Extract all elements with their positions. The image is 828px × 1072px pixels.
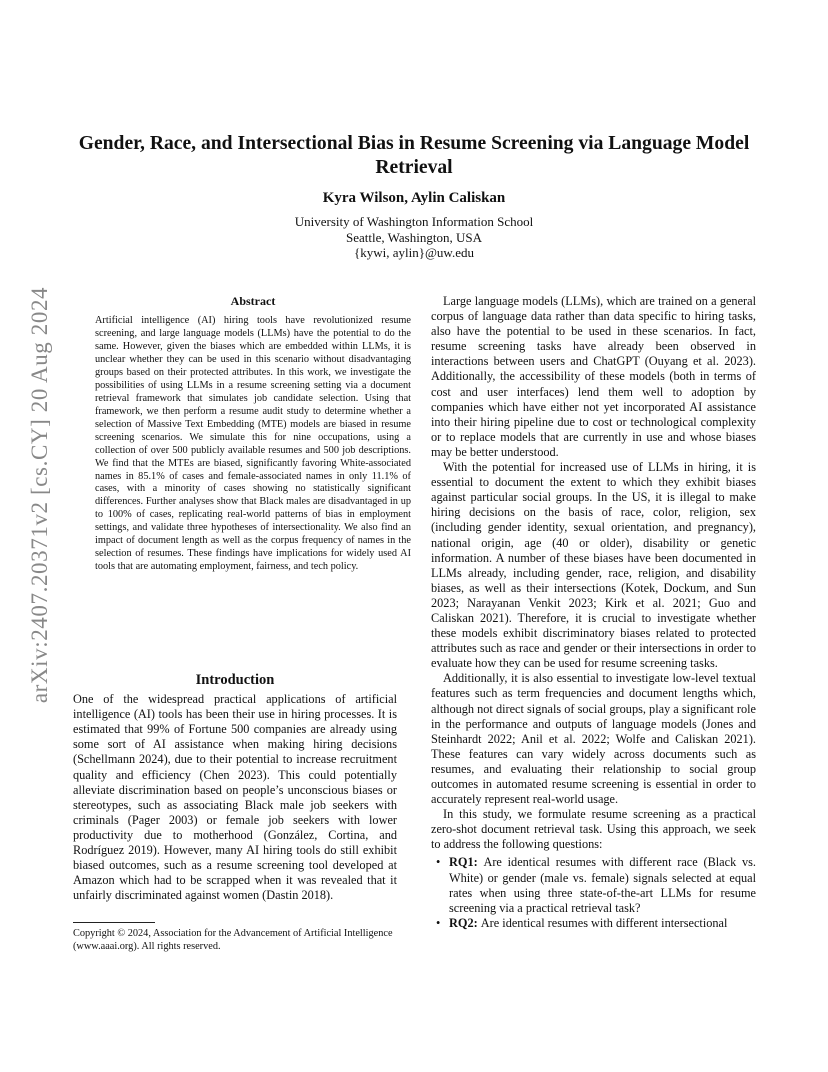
body-paragraph: Additionally, it is also essential to investigate low-level textual features such as term frequencies and document lengths which, although not direct signals of social groups, play a significant role in the performance and outputs of language models (Jones and Steinhardt 2022; Anil et al. 2022; Wolfe and Caliskan 2021). These features can vary widely across documents such as resumes, and evaluating their relationship to social group outcomes in automated resume screening is essential in order to accurately represent real-world usage. [431,671,756,807]
research-questions-list [431,855,756,930]
copyright-text: Copyright © 2024, Association for the Advancement of Artificial Intelligence (www.aaai.org). All rights reserved. [73,928,393,952]
rq-label: RQ1: [449,855,484,870]
rq-text: Are identical resumes with different race (Black vs. White) or gender (male vs. female) signals selected at equal rates when using three state-of-the-art LLMs for resume screening via a practical retrieval task? [449,855,757,915]
list-item [431,855,756,915]
footnote-rule [73,922,155,923]
affiliation-location: Seattle, Washington, USA [346,229,482,245]
abstract-section [95,294,411,574]
copyright-footnote [73,922,397,953]
author-affiliation [60,214,768,261]
introduction-paragraph: One of the widespread practical applications of artificial intelligence (AI) tools has been their use in hiring processes. It is estimated that 99% of Fortune 500 companies are already using some sort of AI assistance when making hiring decisions (Schellmann 2024), due to their potential to increase recruitment quality and efficiency (Chen 2023). This could potentially alleviate discrimination based on people’s unconscious biases or stereotypes, such as associating Black male job seekers with criminals (Pager 2003) or female job seekers with lower productivity due to motherhood (González, Cortina, and Rodríguez 2019). However, many AI hiring tools do still exhibit biased outcomes, such as a resume screening tool developed at Amazon which had to be scrapped when it was revealed that it unfairly discriminated against women (Dastin 2018). [73,692,397,903]
body-paragraph: Large language models (LLMs), which are trained on a general corpus of language data rather than data specific to hiring tasks, also have the potential to be used in these scenarios. In fact, resume screening tasks have already been observed in interactions between users and ChatGPT (Ouyang et al. 2023). Additionally, the accessibility of these models (both in terms of cost and user interfaces) lend them well to adoption by companies which have either not yet incorporated AI assistance into their hiring pipeline due to cost or technological complexity or to replace models that are currently in use and whose biases may be better understood. [431,294,756,459]
body-paragraph: With the potential for increased use of LLMs in hiring, it is essential to document the extent to which they exhibit biases against particular social groups. In the US, it is illegal to make hiring decisions on the basis of race, color, religion, sex (including gender identity, sexual orientation, and pregnancy), national origin, age (40 or older), disability or genetic information. A number of these biases have been documented in LLMs already, including gender, race, religion, and disability biases, as well as their intersections (Kotek, Dockum, and Sun 2023; Narayanan Venkit 2023; Kirk et al. 2021; Guo and Caliskan 2021). Therefore, it is crucial to investigate whether these models exhibit discriminatory biases related to protected attributes such as race and gender or their intersections in order to evaluate how they can be used for resume screening tasks. [431,460,756,671]
paper-authors: Kyra Wilson, Aylin Caliskan [322,190,506,206]
affiliation-email: {kywi, aylin}@uw.edu [353,245,474,260]
introduction-section [73,673,397,903]
paper-title: Gender, Race, and Intersectional Bias in Resume Screening via Language Model Retrieval [78,133,750,178]
abstract-text: Artificial intelligence (AI) hiring tools have revolutionized resume screening, and large language models (LLMs) have the potential to do the same. However, given the biases which are embedded within LLMs, it is unclear whether they can be used in this scenario without disadvantaging groups based on their protected attributes. In this work, we investigate the possibilities of using LLMs in a resume screening setting via a document retrieval framework that simulates job candidate selection. Using that framework, we then perform a resume audit study to determine whether a selection of Massive Text Embedding (MTE) models are biased in resume screening scenarios. We simulate this for nine occupations, using a collection of over 500 publicly available resumes and 500 job descriptions. We find that the MTEs are biased, significantly favoring White-associated names in 85.1% of cases and female-associated names in only 11.1% of cases, with a minority of cases showing no statistically significant differences. Further analyses show that Black males are disadvantaged in up to 100% of cases, replicating real-world patterns of bias in employment settings, and validate three hypotheses of intersectionality. We also find an impact of document length as well as the corpus frequency of names in the selection of resumes. These findings have implications for widely used AI tools that are automating employment, fairness, and tech policy. [95,315,411,573]
bullet-icon: • [436,915,441,930]
arxiv-identifier-text: arXiv:2407.20371v2 [cs.CY] 20 Aug 2024 [27,286,53,704]
arxiv-identifier-stamp [20,280,60,710]
list-item [431,916,756,931]
introduction-heading: Introduction [195,672,275,688]
body-paragraph: In this study, we formulate resume screening as a practical zero-shot document retrieval task. Using this approach, we seek to address the following questions: [431,807,756,852]
rq-text: Are identical resumes with different intersectional [480,915,728,930]
right-column-body [431,294,756,931]
bullet-icon: • [436,855,441,870]
affiliation-institution: University of Washington Information School [294,214,534,229]
abstract-heading: Abstract [230,294,276,308]
rq-label: RQ2: [449,915,481,930]
